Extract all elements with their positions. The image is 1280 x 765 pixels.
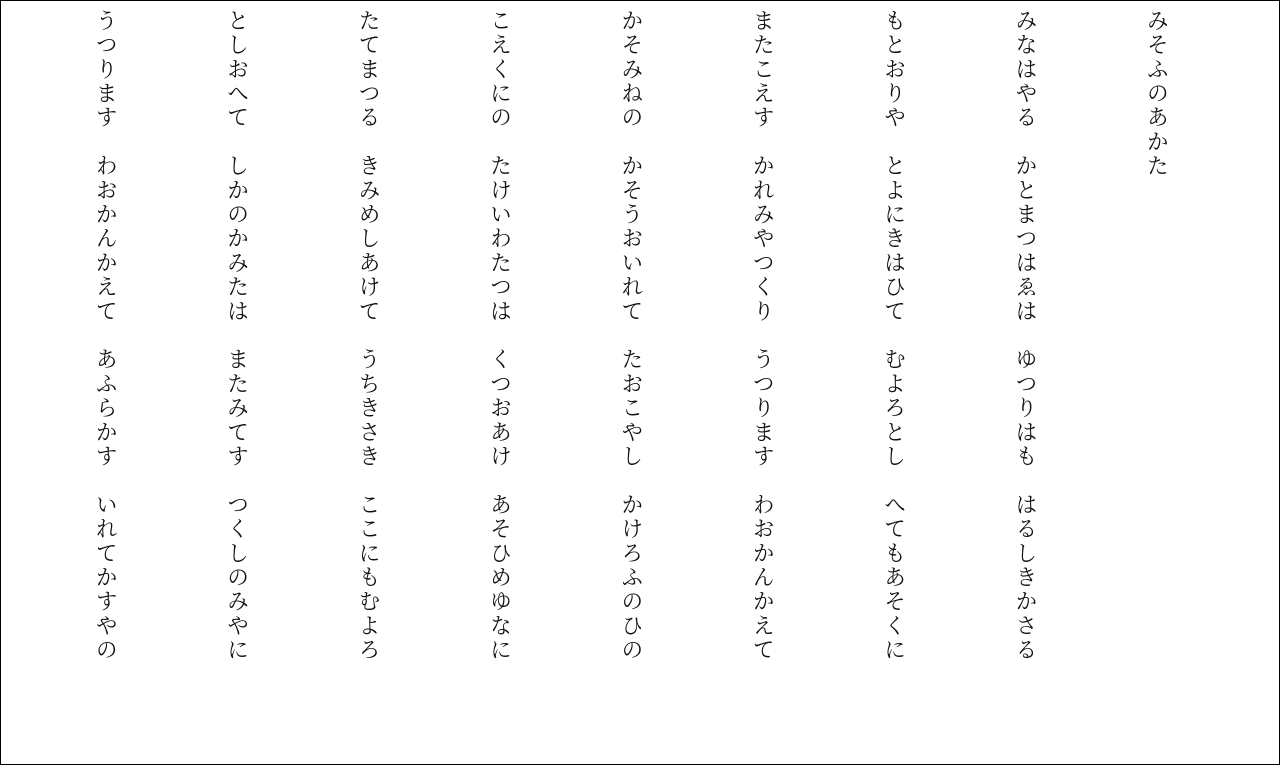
poem-line: たてまつる きみめしあけて うちきさき ここにもむよろ (355, 9, 381, 663)
poem-line: またこえす かれみやつくり うつります わおかんかえて (749, 9, 775, 663)
poem-line: かそみねの かそうおいれて たおこやし かけろふのひの (617, 9, 643, 663)
poem-title: みそふのあかた (1143, 9, 1169, 179)
poem-line: もとおりや とよにきはひて むよろとし へてもあそくに (880, 9, 906, 663)
poem-line: としおへて しかのかみたは またみてす つくしのみやに (223, 9, 249, 663)
poem-line: こえくにの たけいわたつは くつおあけ あそひめゆなに (486, 9, 512, 663)
vertical-poem-text (0, 9, 1265, 759)
poem-line: うつります わおかんかえて あふらかす いれてかすやの (92, 9, 118, 663)
poem-line: みなはやる かとまつはゑは ゆつりはも はるしきかさる (1012, 9, 1038, 663)
